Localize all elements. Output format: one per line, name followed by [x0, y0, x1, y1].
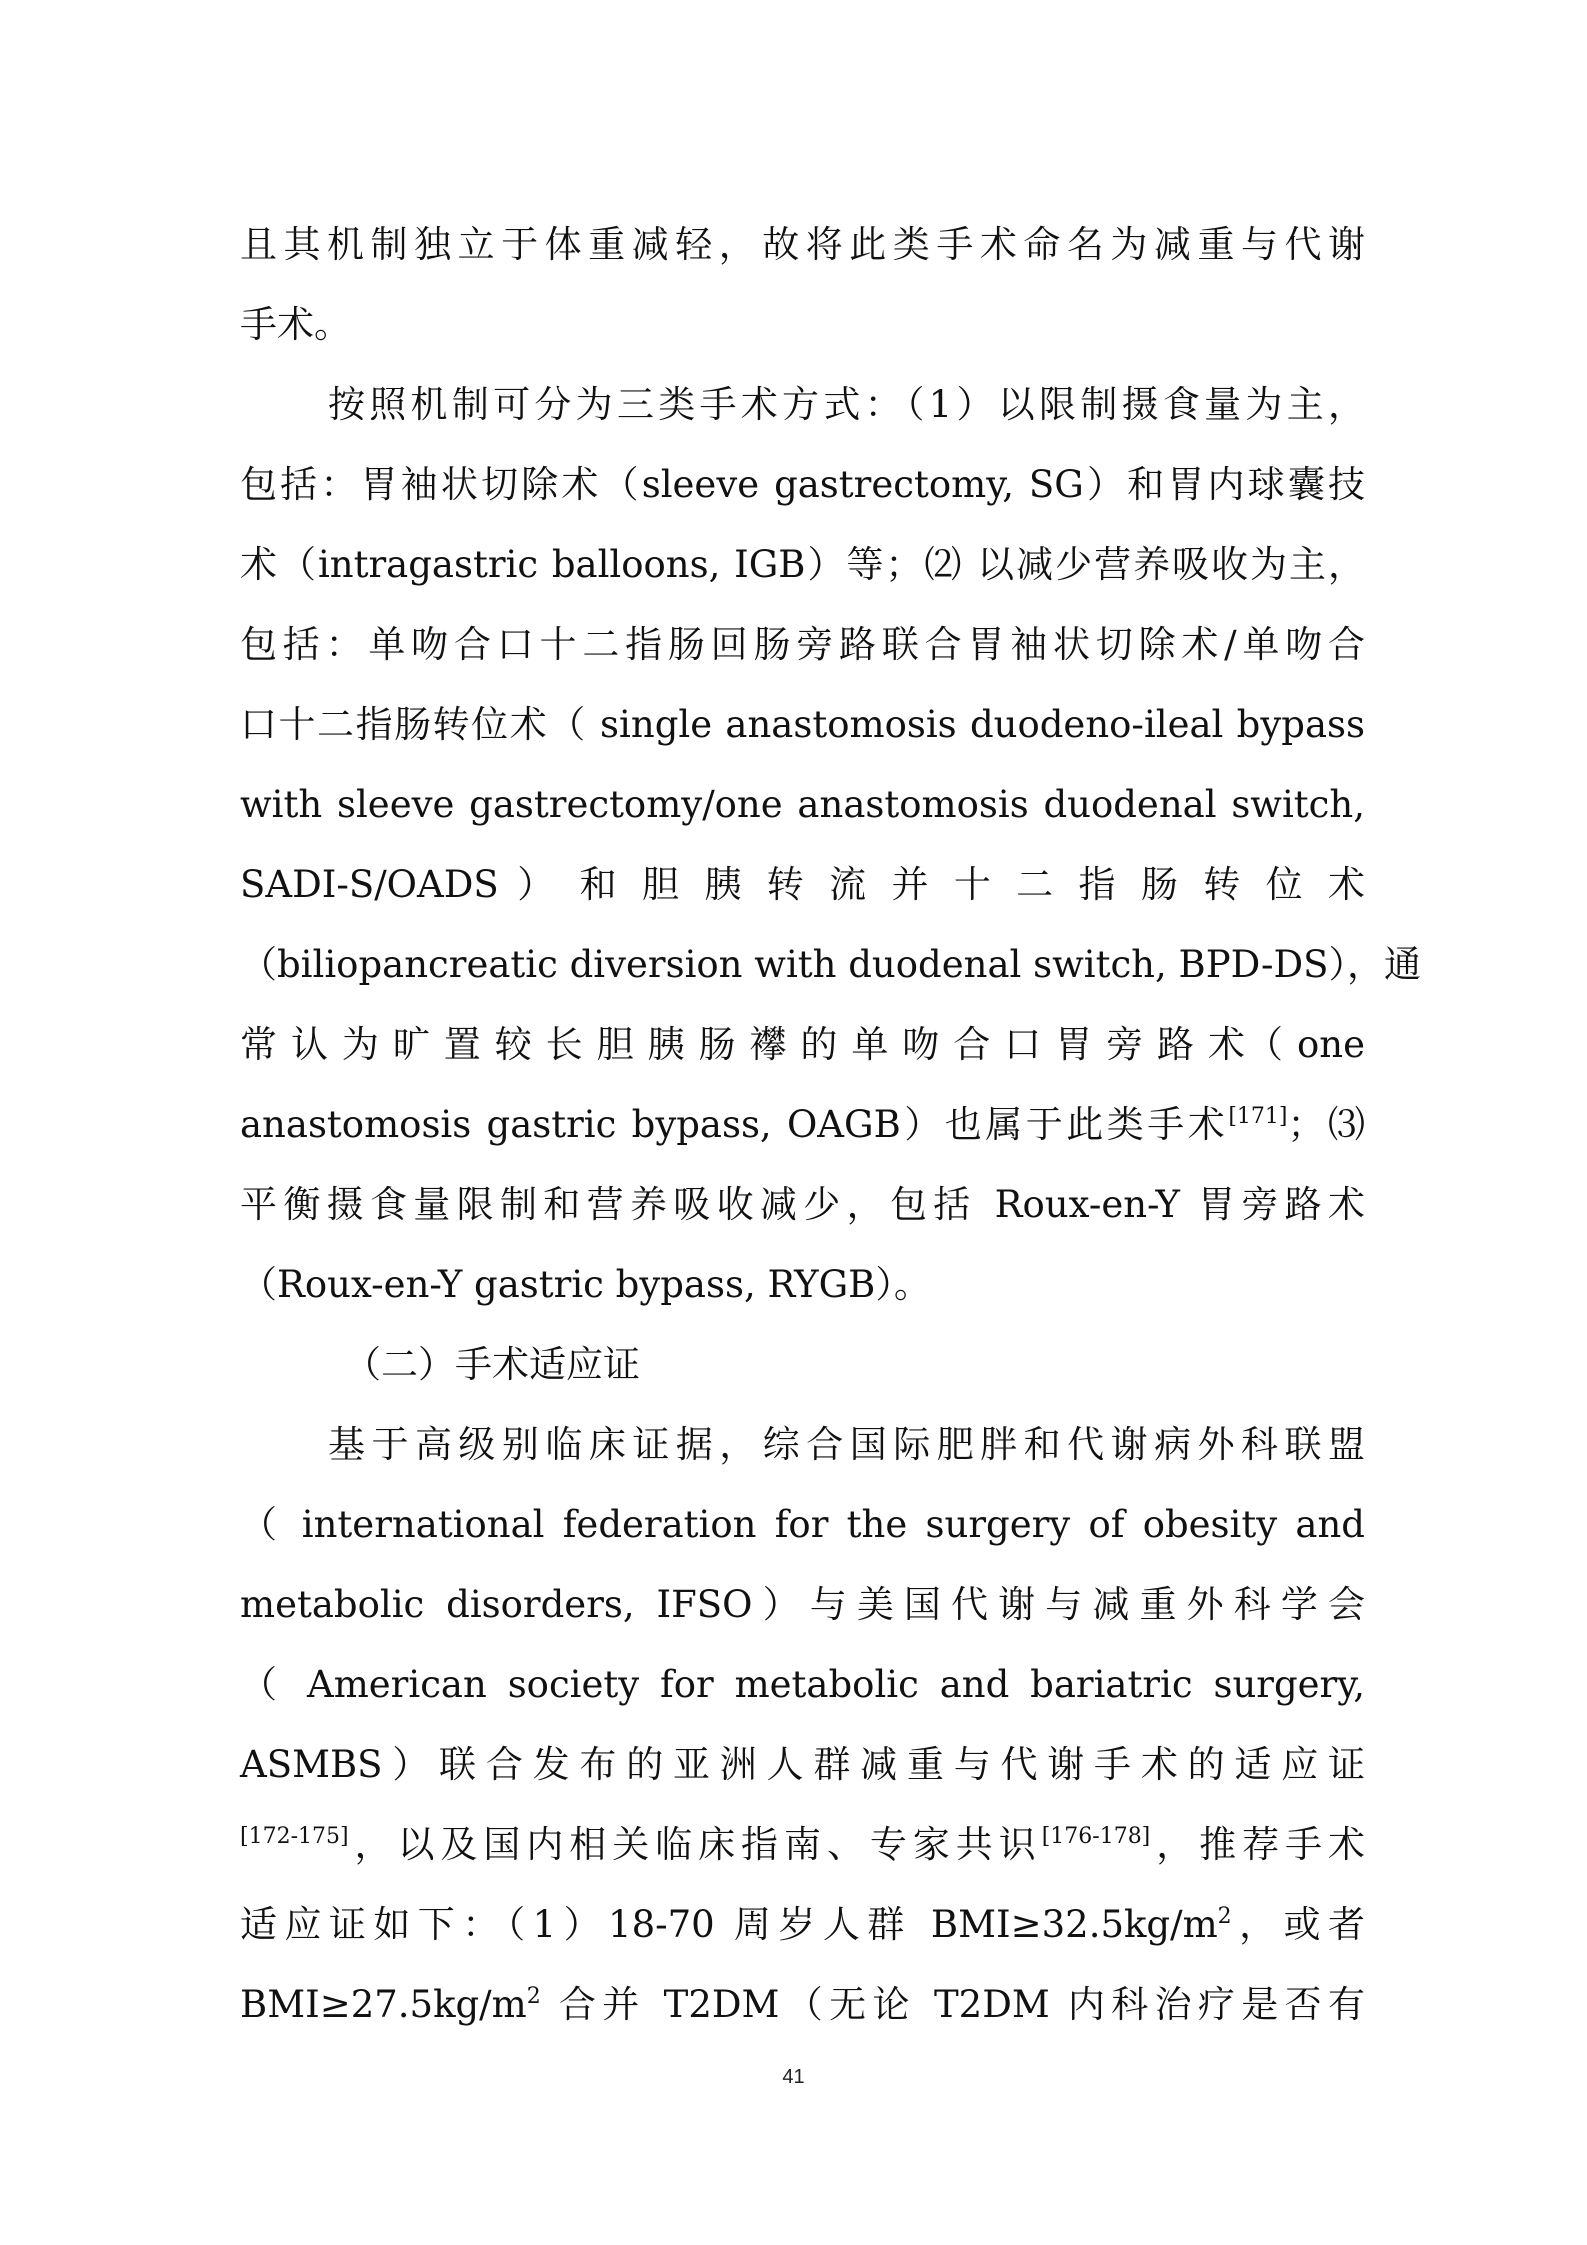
citation-superscript: [171] [1228, 1104, 1288, 1129]
text-line [240, 365, 1365, 445]
text-segment: 包括：胃袖状切除术（sleeve gastrectomy, SG）和胃内球囊技 [240, 463, 1365, 506]
text-segment: 平衡摄食量限制和营养吸收减少，包括 Roux-en-Y 胃旁路术 [240, 1183, 1365, 1226]
text-line [240, 1885, 1365, 1965]
text-line [240, 845, 1365, 925]
page-number: 41 [782, 2066, 805, 2088]
text-line [240, 1805, 1365, 1885]
text-segment: （Roux-en-Y gastric bypass, RYGB）。 [240, 1263, 931, 1306]
text-line [240, 1245, 1365, 1325]
section-heading [240, 1325, 1365, 1405]
text-segment: ，以及国内相关临床指南、专家共识 [348, 1823, 1042, 1866]
text-line [240, 1645, 1365, 1725]
text-segment: （biliopancreatic diversion with duodenal switch, BPD-DS），通 [240, 943, 1421, 986]
text-line [240, 1405, 1365, 1485]
text-segment: ；⑶ [1287, 1103, 1366, 1146]
text-segment: metabolic disorders, IFSO）与美国代谢与减重外科学会 [240, 1583, 1365, 1626]
text-line [240, 1085, 1365, 1165]
text-segment: 常 认 为 旷 置 较 长 胆 胰 肠 襻 的 单 吻 合 口 胃 旁 路 术（ one [240, 1023, 1365, 1066]
text-segment: 口十二指肠转位术（ single anastomosis duodeno-ileal bypass [240, 703, 1365, 746]
text-segment: 适应证如下：（1）18-70 周岁人群 BMI≥32.5kg/m [240, 1903, 1218, 1946]
text-line [240, 1725, 1365, 1805]
text-line [240, 925, 1421, 1005]
text-line [240, 285, 1365, 365]
text-line [240, 765, 1365, 845]
citation-superscript: 2 [1217, 1904, 1232, 1929]
text-segment: （ American society for metabolic and bariatric surgery, [240, 1663, 1365, 1706]
text-segment: anastomosis gastric bypass, OAGB）也属于此类手术 [240, 1103, 1229, 1146]
text-segment: 合并 T2DM（无论 T2DM 内科治疗是否有 [540, 1983, 1365, 2026]
text-segment: ASMBS）联合发布的亚洲人群减重与代谢手术的适应证 [240, 1743, 1365, 1786]
text-segment: 且其机制独立于体重减轻，故将此类手术命名为减重与代谢 [240, 223, 1365, 266]
citation-superscript: [176-178] [1041, 1824, 1151, 1849]
text-line [240, 1005, 1365, 1085]
text-line [240, 1565, 1365, 1645]
text-line [240, 525, 1365, 605]
text-segment: ，推荐手术 [1150, 1823, 1366, 1866]
body-text [240, 205, 1421, 2045]
text-segment: 按照机制可分为三类手术方式：（1）以限制摄食量为主， [328, 383, 1365, 426]
text-segment: with sleeve gastrectomy/one anastomosis duodenal switch, [240, 783, 1365, 826]
text-segment: BMI≥27.5kg/m [240, 1983, 527, 2026]
text-line [240, 1965, 1365, 2045]
text-segment: SADI-S/OADS ） 和 胆 胰 转 流 并 十 二 指 肠 转 位 术 [240, 863, 1365, 906]
text-segment: （ international federation for the surgery of obesity and [240, 1503, 1365, 1546]
citation-superscript: 2 [526, 1984, 541, 2009]
text-segment: ，或者 [1231, 1903, 1365, 1946]
text-segment: 基于高级别临床证据，综合国际肥胖和代谢病外科联盟 [328, 1423, 1365, 1466]
text-line [240, 445, 1365, 525]
text-segment: 包括：单吻合口十二指肠回肠旁路联合胃袖状切除术/单吻合 [240, 623, 1365, 666]
text-segment: 术（intragastric balloons, IGB）等；⑵ 以减少营养吸收为主， [240, 543, 1365, 586]
text-line [240, 1165, 1365, 1245]
text-segment: 手术。 [240, 303, 351, 346]
text-line [240, 1485, 1365, 1565]
citation-superscript: [172-175] [240, 1824, 349, 1849]
text-line [240, 205, 1365, 285]
text-segment: （二）手术适应证 [344, 1343, 640, 1386]
text-line [240, 685, 1365, 765]
text-line [240, 605, 1365, 685]
